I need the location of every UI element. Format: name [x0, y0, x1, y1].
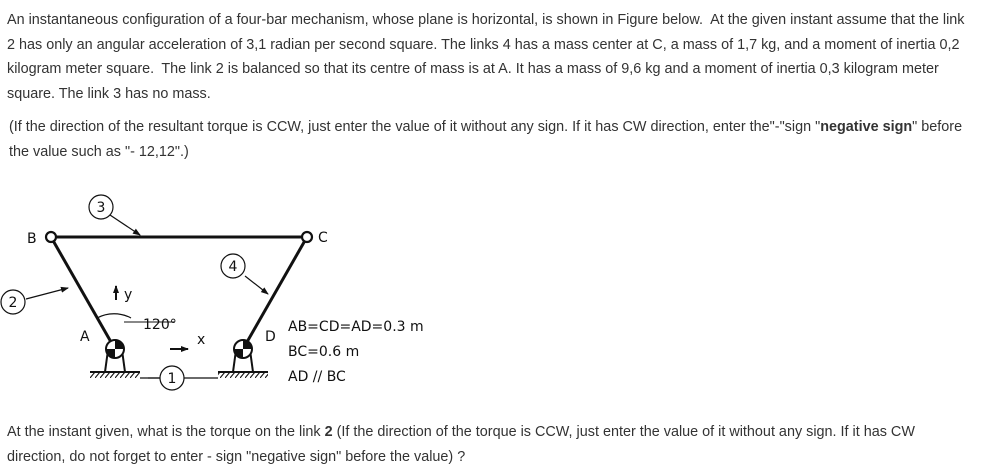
intro-sentence-3: The link 2 is balanced so that its centre of mass is at A. It has a mass of 9,6 kg and a moment of inertia 0,3 kilogram meter square. The link 3 has no mass. [7, 61, 939, 102]
label-x: x [197, 332, 206, 348]
intro-sentence-2: At the given instant assume that the link 2 has only an angular acceleration of 3,1 radian per second square. The links 4 has a mass center at C, a mass of 1,7 kg, and a moment of inertia 0,2 kilogram meter square. [7, 12, 965, 78]
note-text-after: " before the value such as "- 12,12".) [9, 119, 963, 160]
problem-statement [7, 8, 975, 106]
sign-convention-note [9, 115, 975, 164]
link-1-number: 1 [167, 371, 177, 387]
question-text [7, 420, 975, 469]
given-lengths-1: AB=CD=AD=0.3 m [288, 319, 424, 335]
label-C: C [318, 230, 328, 246]
link-2-number: 2 [8, 295, 18, 311]
intro-sentence-1: An instantaneous configuration of a four-bar mechanism, whose plane is horizontal, is shown in Figure below. [7, 12, 703, 28]
note-bold-text: negative sign [820, 119, 913, 135]
label-y: y [124, 287, 133, 303]
given-lengths-2: BC=0.6 m [288, 344, 360, 360]
angle-arc [97, 314, 131, 318]
label-A: A [80, 329, 90, 345]
note-text-before: (If the direction of the resultant torque is CCW, just enter the value of it without any sign. If it has CW direction, enter the"-"sign " [9, 119, 821, 135]
joint-B [46, 232, 56, 242]
question-text-before: At the instant given, what is the torque on the link [7, 424, 325, 440]
ground-pivot-A [90, 340, 140, 378]
ground-pivot-D [218, 340, 268, 378]
link-3-leader [107, 213, 140, 235]
four-bar-mechanism-figure [0, 180, 440, 405]
link-4-number: 4 [228, 259, 238, 275]
link-3-number: 3 [96, 200, 106, 216]
question-text-after: (If the direction of the torque is CCW, just enter the value of it without any sign. If it has CW direction, do not forget to enter - sign "negative sign" before the value) ? [7, 424, 915, 465]
given-parallel: AD // BC [288, 369, 346, 385]
link-4-leader [245, 276, 268, 294]
question-link-number: 2 [324, 424, 333, 440]
angle-label: 120° [143, 317, 177, 333]
link-2-leader [26, 288, 68, 299]
joint-C [302, 232, 312, 242]
label-B: B [27, 231, 37, 247]
label-D: D [265, 329, 276, 345]
